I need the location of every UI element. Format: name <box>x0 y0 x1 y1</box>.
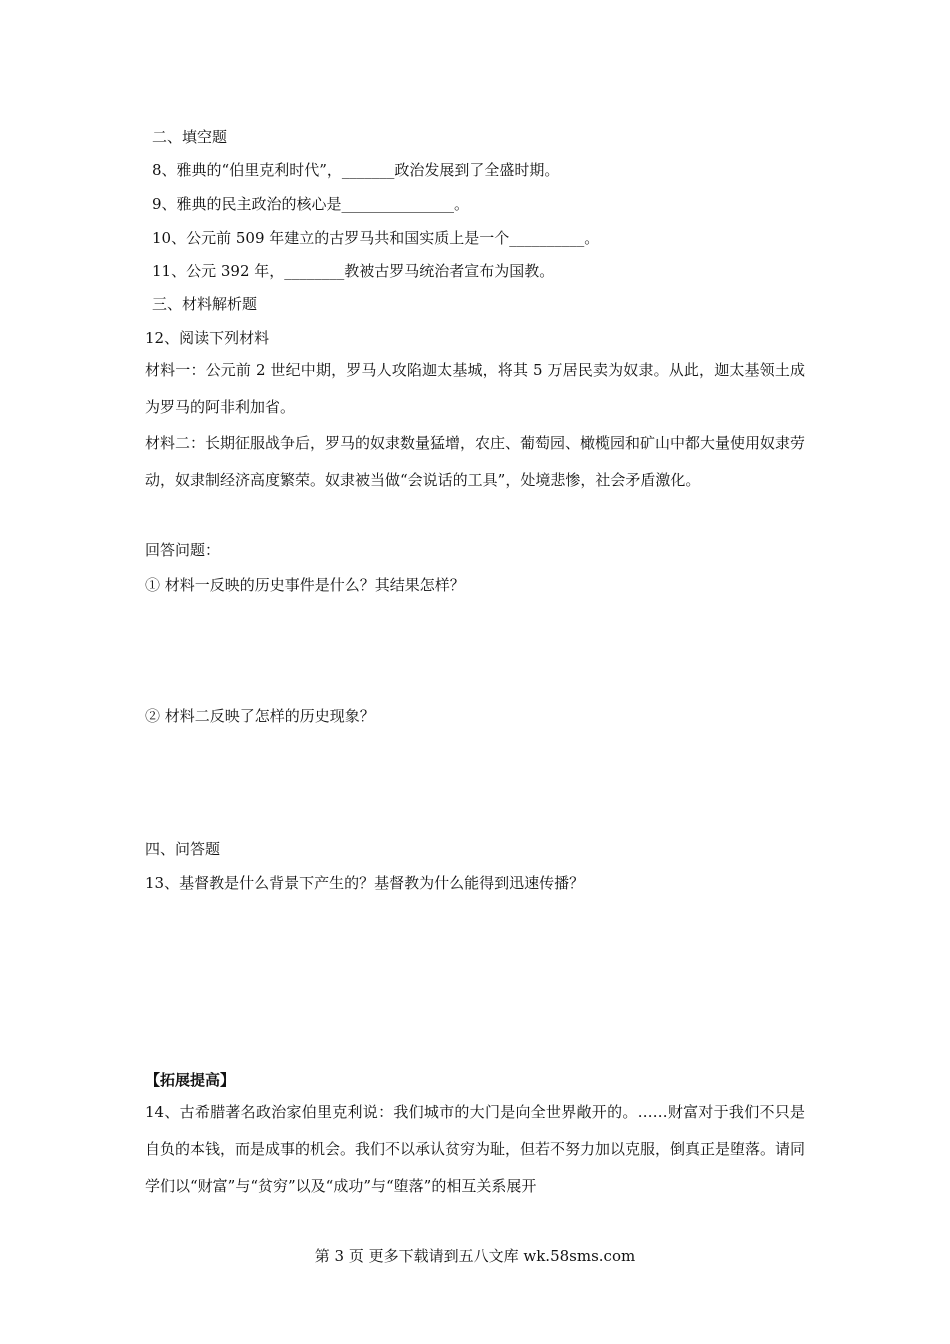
page-footer: 第 3 页 更多下载请到五八文库 wk.58sms.com <box>314 1247 636 1265</box>
answer-prompt: 回答问题： <box>145 541 221 559</box>
section-heading-fill-blank: 二、填空题 <box>152 128 228 146</box>
question-13: 13、基督教是什么背景下产生的？基督教为什么能得到迅速传播？ <box>145 874 585 892</box>
question-14: 14、古希腊著名政治家伯里克利说：我们城市的大门是向全世界敞开的。……财富对于我们不只是自负的本钱，而是成事的机会。我们不以承认贫穷为耻，但若不努力加以克服，倒真正是堕落。请同学们以“财富”与“贫穷”以及“成功”与“堕落”的相互关系展开 <box>145 1103 806 1195</box>
section-heading-qa: 四、问答题 <box>145 840 221 858</box>
question-9: 9、雅典的民主政治的核心是_______________。 <box>152 195 470 213</box>
material-2: 材料二：长期征服战争后，罗马的奴隶数量猛增，农庄、葡萄园、橄榄园和矿山中都大量使用奴隶劳动，奴隶制经济高度繁荣。奴隶被当做“会说话的工具”，处境悲惨，社会矛盾激化。 <box>145 434 806 489</box>
question-8: 8、雅典的“伯里克利时代”，_______政治发展到了全盛时期。 <box>152 161 560 179</box>
material-1: 材料一：公元前 2 世纪中期，罗马人攻陷迦太基城，将其 5 万居民卖为奴隶。从此，迦太基领土成为罗马的阿非利加省。 <box>145 361 805 416</box>
question-12: 12、阅读下列材料 <box>145 329 270 347</box>
question-11: 11、公元 392 年，________教被古罗马统治者宣布为国教。 <box>152 262 555 280</box>
question-10: 10、公元前 509 年建立的古罗马共和国实质上是一个__________。 <box>152 229 600 247</box>
section-heading-material: 三、材料解析题 <box>152 295 258 313</box>
sub-question-2: ② 材料二反映了怎样的历史现象？ <box>145 707 375 725</box>
sub-question-1: ① 材料一反映的历史事件是什么？其结果怎样？ <box>145 576 465 594</box>
section-heading-extension: 【拓展提高】 <box>145 1071 236 1089</box>
